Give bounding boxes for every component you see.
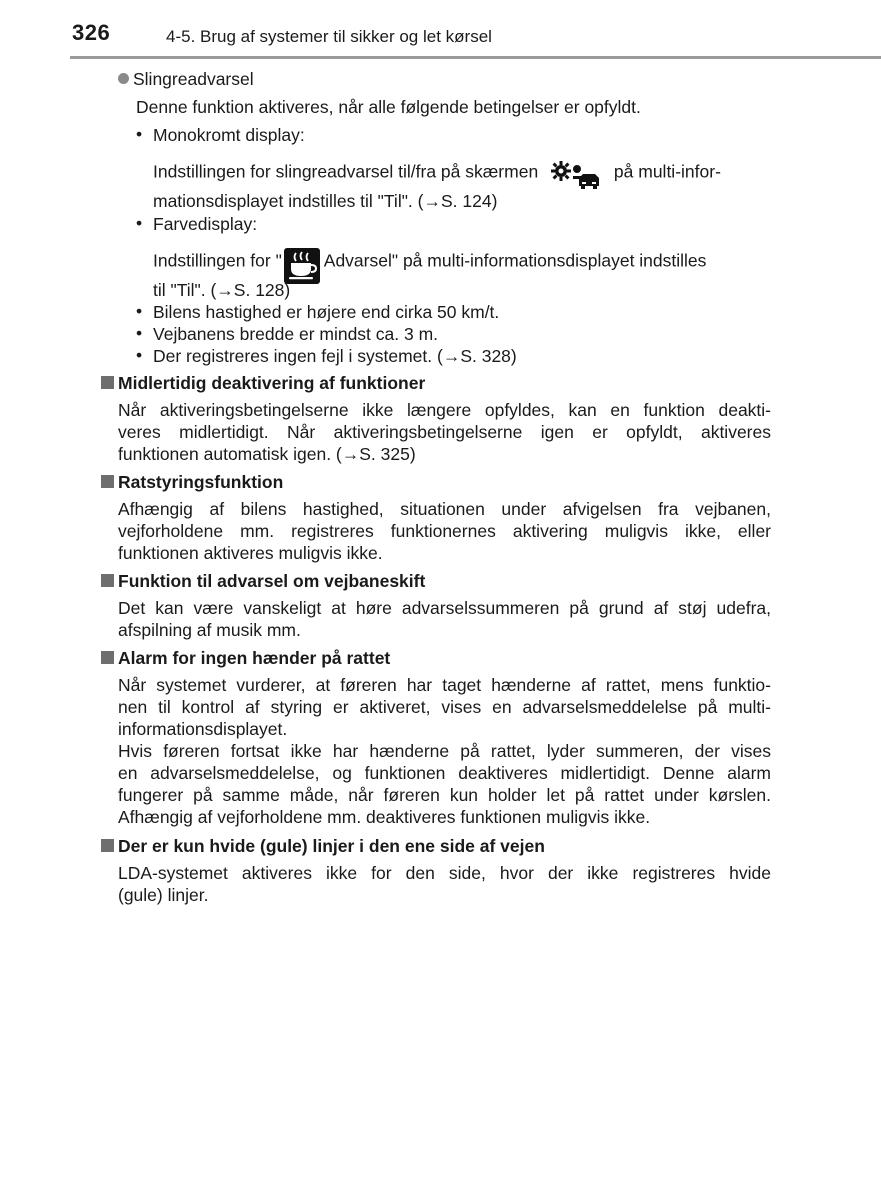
section-text: nen til kontrol af styring er aktiveret, vises en advarselsmeddelelse på multi- (118, 697, 771, 717)
section-text: Når systemet vurderer, at føreren har taget hænderne af rattet, mens funktio- (118, 675, 771, 695)
square-bullet-icon (101, 651, 114, 664)
square-bullet-icon (101, 475, 114, 488)
bullet-icon: • (136, 301, 143, 321)
section-text: funktionen automatisk igen. (→S. 325) (118, 444, 416, 464)
mono-text-part1: Indstillingen for slingreadvarsel til/fra på skærmen (153, 161, 539, 182)
section-heading (101, 372, 425, 394)
gear-car-icon (551, 160, 601, 190)
section-heading (101, 471, 283, 493)
section-title: Der er kun hvide (gule) linjer i den ene side af vejen (118, 836, 545, 856)
section-text: afspilning af musik mm. (118, 620, 301, 640)
section-text: fungerer på samme måde, når føreren kun holder let på rattet under kørslen. (118, 785, 771, 805)
section-text: Når aktiveringsbetingelserne ikke længere opfyldes, kan en funktion deakti- (118, 400, 771, 420)
color-label: Farvedisplay: (153, 214, 258, 234)
section-text: funktionen aktiveres muligvis ikke. (118, 543, 383, 563)
section-text: vejforholdene mm. registreres funktionernes aktivering muligvis ikke, eller (118, 521, 771, 541)
slingre-heading (118, 68, 254, 90)
color-text-line2: til "Til". (→S. 128) (153, 280, 291, 300)
section-title: Midlertidig deaktivering af funktioner (118, 373, 426, 393)
section-text: Det kan være vanskeligt at høre advarselssummeren på grund af støj udefra, (118, 598, 771, 618)
page-number: 326 (72, 20, 111, 45)
condition-errors: Der registreres ingen fejl i systemet. (→S. 328) (153, 346, 517, 366)
page-header (0, 0, 881, 60)
section-text: veres midlertidigt. Når aktiveringsbetingelserne igen er opfyldt, aktiveres (118, 422, 771, 442)
section-text: Afhængig af bilens hastighed, situationen under afvigelsen fra vejbanen, (118, 499, 771, 519)
slingre-title: Slingreadvarsel (133, 69, 254, 89)
bullet-icon: • (136, 323, 143, 343)
mono-text-part2: på multi-infor- (613, 161, 721, 182)
section-heading (101, 570, 425, 592)
color-text-part1: Indstillingen for " (153, 250, 282, 271)
section-title: Funktion til advarsel om vejbaneskift (118, 571, 426, 591)
header-divider (70, 56, 881, 59)
condition-speed: Bilens hastighed er højere end cirka 50 km/t. (153, 302, 500, 322)
section-text: Hvis føreren fortsat ikke har hænderne på rattet, lyder summeren, der vises (118, 741, 771, 761)
section-text: informationsdisplayet. (118, 719, 288, 739)
round-bullet-icon (118, 73, 129, 84)
square-bullet-icon (101, 839, 114, 852)
section-text: Afhængig af vejforholdene mm. deaktiveres funktionen muligvis ikke. (118, 807, 651, 827)
mono-label: Monokromt display: (153, 125, 305, 145)
square-bullet-icon (101, 376, 114, 389)
section-heading (101, 647, 390, 669)
bullet-icon: • (136, 345, 143, 365)
section-text: (gule) linjer. (118, 885, 209, 905)
section-text: en advarselsmeddelelse, og funktionen deaktiveres midlertidigt. Denne alarm (118, 763, 771, 783)
section-title: Alarm for ingen hænder på rattet (118, 648, 391, 668)
mono-text-line2: mationsdisplayet indstilles til "Til". (→S. 124) (153, 191, 498, 211)
section-title: Ratstyringsfunktion (118, 472, 284, 492)
section-heading (101, 835, 545, 857)
slingre-intro: Denne funktion aktiveres, når alle følgende betingelser er opfyldt. (136, 97, 641, 117)
bullet-icon: • (136, 213, 143, 233)
mono-text-line1 (153, 160, 721, 186)
color-text-part2: Advarsel" på multi-informationsdisplayet indstilles (323, 250, 707, 271)
color-text-line1 (153, 248, 706, 276)
bullet-icon: • (136, 124, 143, 144)
condition-width: Vejbanens bredde er mindst ca. 3 m. (153, 324, 439, 344)
section-text: LDA-systemet aktiveres ikke for den side, hvor der ikke registreres hvide (118, 863, 771, 883)
chapter-title: 4-5. Brug af systemer til sikker og let kørsel (166, 27, 492, 46)
square-bullet-icon (101, 574, 114, 587)
